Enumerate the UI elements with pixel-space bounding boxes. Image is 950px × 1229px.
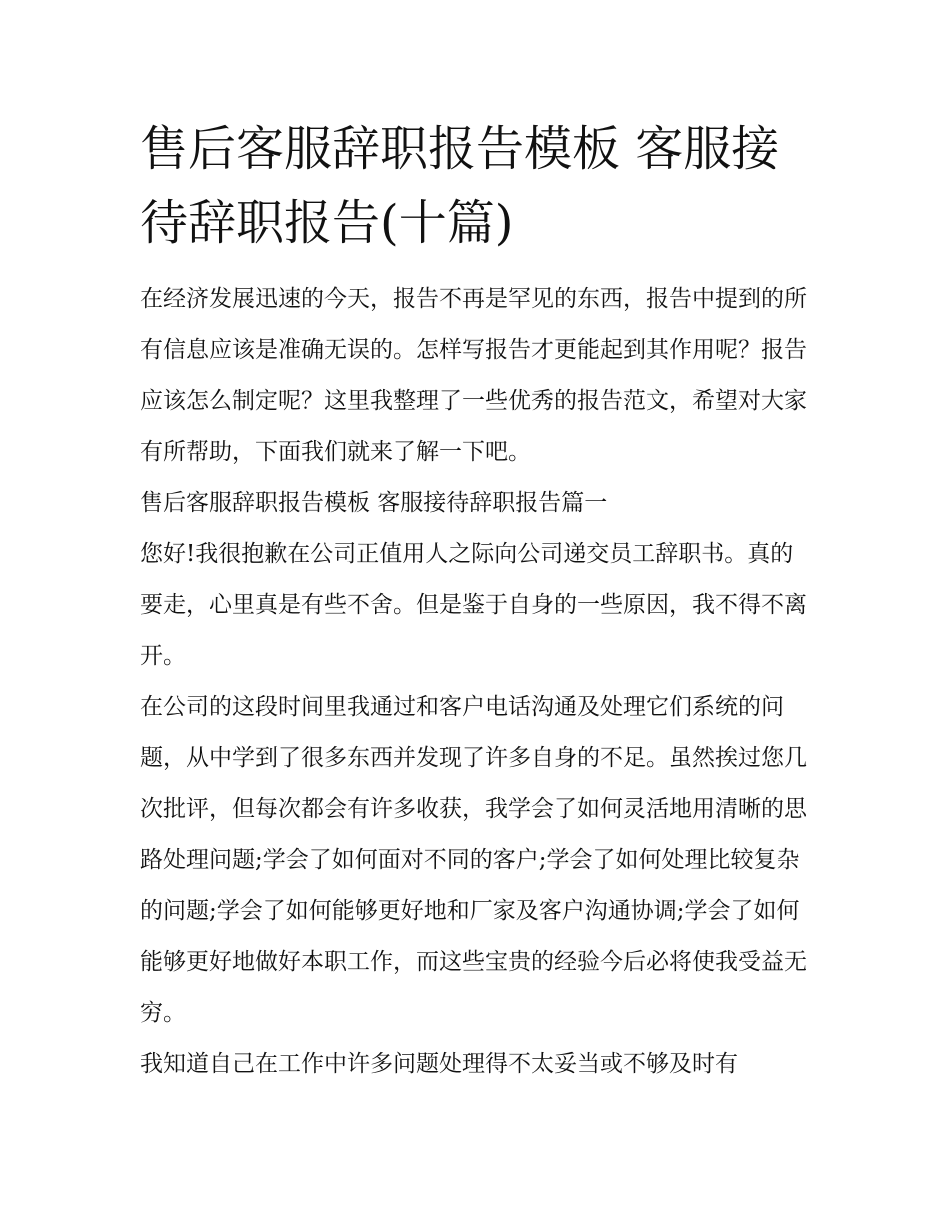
body-paragraph: 我知道自己在工作中许多问题处理得不太妥当或不够及时有 — [140, 1051, 738, 1077]
section-heading: 售后客服辞职报告模板 客服接待辞职报告篇一 — [140, 490, 608, 516]
body-paragraph: 您好!我很抱歉在公司正值用人之际向公司递交员工辞职书。真的要走，心里真是有些不舍。但是鉴于自身的一些原因，我不得不离开。 — [140, 541, 807, 669]
document-body — [140, 274, 812, 1090]
intro-paragraph: 在经济发展迅速的今天，报告不再是罕见的东西，报告中提到的所有信息应该是准确无误的。怎样写报告才更能起到其作用呢？报告应该怎么制定呢？这里我整理了一些优秀的报告范文，希望对大家有所帮助，下面我们就来了解一下吧。 — [140, 286, 807, 465]
document-page — [140, 112, 820, 1090]
body-paragraph: 在公司的这段时间里我通过和客户电话沟通及处理它们系统的问题，从中学到了很多东西并发现了许多自身的不足。虽然挨过您几次批评，但每次都会有许多收获，我学会了如何灵活地用清晰的思路处理问题;学会了如何面对不同的客户;学会了如何处理比较复杂的问题;学会了如何能够更好地和厂家及客户沟通协调;学会了如何能够更好地做好本职工作，而这些宝贵的经验今后必将使我受益无穷。 — [140, 694, 807, 1026]
document-title: 售后客服辞职报告模板 客服接待辞职报告(十篇) — [140, 121, 780, 251]
